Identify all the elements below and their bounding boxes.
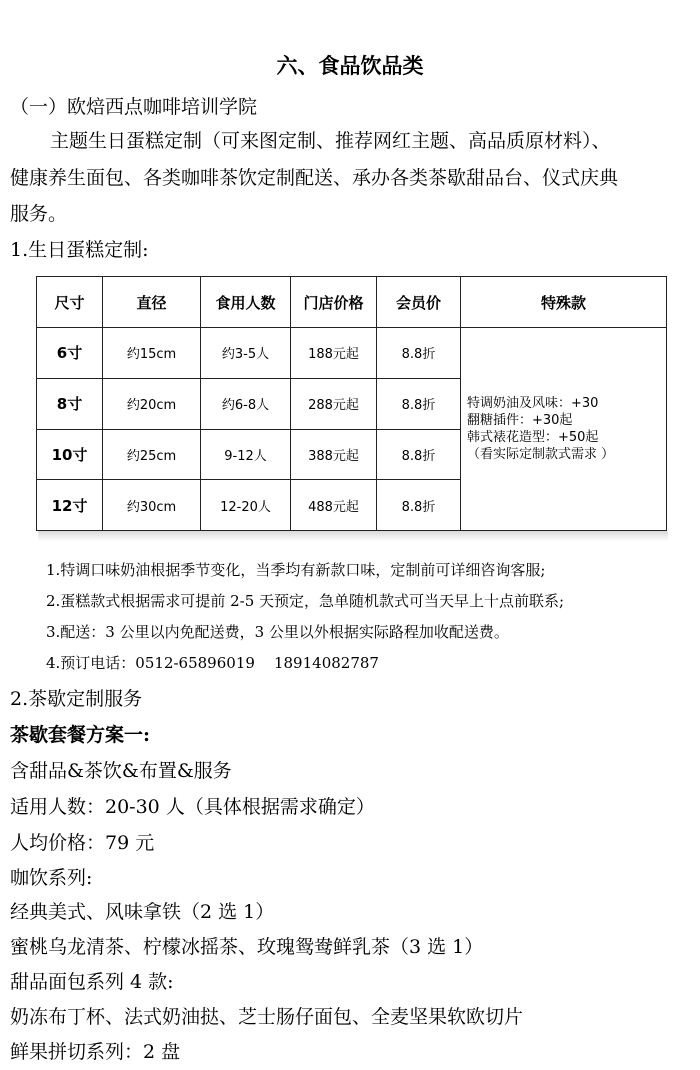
cell-member: 8.8折: [377, 429, 461, 480]
plan-line-7: 甜品面包系列 4 款:: [10, 971, 174, 993]
cell-diameter: 约25cm: [103, 429, 201, 480]
cell-member: 8.8折: [377, 378, 461, 429]
intro-line-3: 服务。: [10, 203, 68, 225]
special-line: （看实际定制款式需求 ）: [467, 447, 615, 462]
header-special: 特殊款: [461, 277, 667, 328]
table-row: [37, 328, 667, 379]
cell-price: 488元起: [291, 480, 377, 531]
note-4: 4.预订电话：0512-65896019 18914082787: [46, 654, 379, 672]
plan-line-3: 人均价格：79 元: [10, 832, 155, 854]
cell-size: 10寸: [37, 429, 103, 480]
cell-member: 8.8折: [377, 328, 461, 379]
table-header-row: [37, 277, 667, 328]
cell-size: 12寸: [37, 480, 103, 531]
header-diameter: 直径: [103, 277, 201, 328]
cake-heading: 1.生日蛋糕定制:: [10, 239, 149, 261]
intro-line-1: 主题生日蛋糕定制（可来图定制、推荐网红主题、高品质原材料）、: [50, 130, 611, 152]
cell-special: [461, 328, 667, 531]
plan-line-6: 蜜桃乌龙清茶、柠檬冰摇茶、玫瑰鸳鸯鲜乳茶（3 选 1）: [10, 936, 484, 958]
plan-line-9: 鲜果拼切系列：2 盘: [10, 1041, 181, 1063]
cell-people: 约3-5人: [201, 328, 291, 379]
intro-line-2: 健康养生面包、各类咖啡茶饮定制配送、承办各类茶歇甜品台、仪式庆典: [10, 167, 619, 189]
note-2: 2.蛋糕款式根据需求可提前 2-5 天预定，急单随机款式可当天早上十点前联系;: [46, 592, 565, 610]
plan-line-1: 含甜品&茶饮&布置&服务: [10, 760, 232, 782]
special-line: 韩式裱花造型：+50起: [467, 430, 599, 445]
plan-line-4: 咖饮系列:: [10, 867, 93, 889]
note-3: 3.配送：3 公里以内免配送费，3 公里以外根据实际路程加收配送费。: [46, 623, 509, 641]
plan-heading: 茶歇套餐方案一:: [10, 724, 151, 746]
plan-line-5: 经典美式、风味拿铁（2 选 1）: [10, 901, 275, 923]
cell-diameter: 约20cm: [103, 378, 201, 429]
cell-size: 6寸: [37, 328, 103, 379]
header-people: 食用人数: [201, 277, 291, 328]
header-member: 会员价: [377, 277, 461, 328]
cell-price: 388元起: [291, 429, 377, 480]
table-shadow: [38, 531, 668, 541]
special-line: 翻糖插件：+30起: [467, 413, 573, 428]
cell-diameter: 约15cm: [103, 328, 201, 379]
page-title: 六、食品饮品类: [276, 53, 424, 78]
plan-line-8: 奶冻布丁杯、法式奶油挞、芝士肠仔面包、全麦坚果软欧切片: [10, 1006, 524, 1028]
cell-price: 188元起: [291, 328, 377, 379]
cell-people: 12-20人: [201, 480, 291, 531]
plan-line-2: 适用人数：20-30 人（具体根据需求确定）: [10, 796, 375, 818]
cell-member: 8.8折: [377, 480, 461, 531]
price-table: [36, 276, 667, 531]
section-heading: （一）欧焙西点咖啡培训学院: [10, 96, 258, 118]
cell-size: 8寸: [37, 378, 103, 429]
cell-people: 9-12人: [201, 429, 291, 480]
special-line: 特调奶油及风味：+30: [467, 396, 599, 411]
header-size: 尺寸: [37, 277, 103, 328]
cell-people: 约6-8人: [201, 378, 291, 429]
cell-diameter: 约30cm: [103, 480, 201, 531]
note-1: 1.特调口味奶油根据季节变化，当季均有新款口味，定制前可详细咨询客服;: [46, 561, 546, 579]
cell-price: 288元起: [291, 378, 377, 429]
tea-heading: 2.茶歇定制服务: [10, 688, 143, 710]
header-price: 门店价格: [291, 277, 377, 328]
